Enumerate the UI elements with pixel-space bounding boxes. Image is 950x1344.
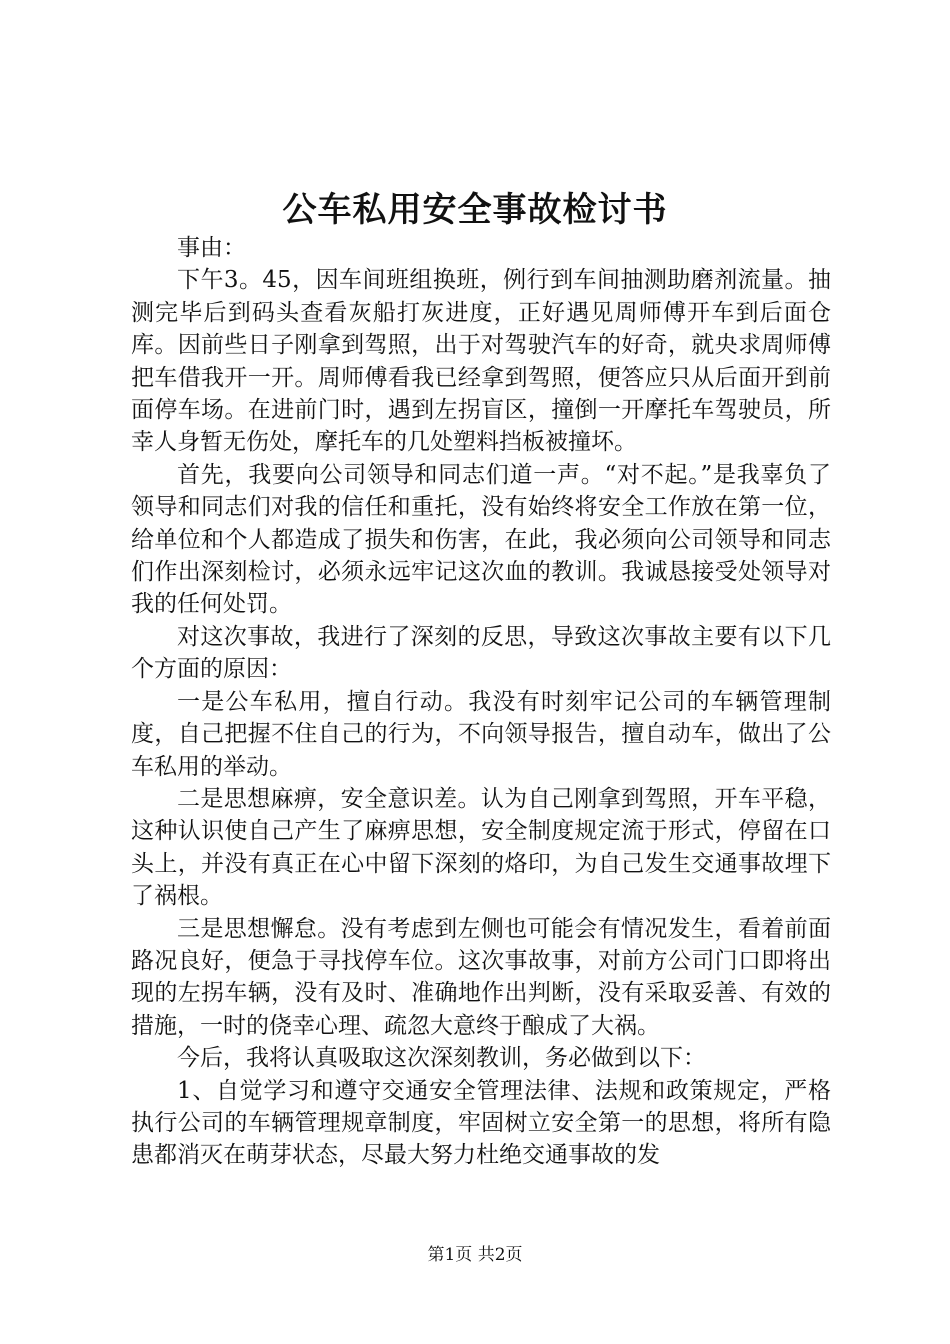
paragraph-commitment-one: 1、自觉学习和遵守交通安全管理法律、法规和政策规定，严格执行公司的车辆管理规章制度，牢固树立安全第一的思想，将所有隐患都消灭在萌芽状态，尽最大努力杜绝交通事故的发 [131, 1077, 831, 1169]
document-body [131, 232, 831, 1172]
paragraph-incident-description: 下午3。45，因车间班组换班，例行到车间抽测助磨剂流量。抽测完毕后到码头查看灰船打灰进度，正好遇见周师傅开车到后面仓库。因前些日子刚拿到驾照，出于对驾驶汽车的好奇，就央求周师傅把车借我开一开。周师傅看我已经拿到驾照，便答应只从后面开到前面停车场。在进前门时，遇到左拐盲区，撞倒一开摩托车驾驶员，所幸人身暂无伤处，摩托车的几处塑料挡板被撞坏。 [131, 267, 831, 456]
paragraph-cause-three: 三是思想懈怠。没有考虑到左侧也可能会有情况发生，看着前面路况良好，便急于寻找停车位。这次事故事，对前方公司门口即将出现的左拐车辆，没有及时、准确地作出判断，没有采取妥善、有效的措施，一时的侥幸心理、疏忽大意终于酿成了大祸。 [131, 915, 831, 1039]
paragraph-cause-one: 一是公车私用，擅自行动。我没有时刻牢记公司的车辆管理制度，自己把握不住自己的行为，不向领导报告，擅自动车，做出了公车私用的举动。 [131, 688, 831, 780]
paragraph-cause-two: 二是思想麻痹，安全意识差。认为自己刚拿到驾照，开车平稳，这种认识使自己产生了麻痹思想，安全制度规定流于形式，停留在口头上，并没有真正在心中留下深刻的烙印，为自己发生交通事故埋下了祸根。 [131, 785, 831, 910]
paragraph-reflection-intro: 对这次事故，我进行了深刻的反思，导致这次事故主要有以下几个方面的原因： [131, 623, 831, 683]
paragraph-reason-heading: 事由： [177, 235, 246, 261]
paragraph-apology: 首先，我要向公司领导和同志们道一声。“对不起。”是我辜负了领导和同志们对我的信任和重托，没有始终将安全工作放在第一位，给单位和个人都造成了损失和伤害，在此，我必须向公司领导和同志们作出深刻检讨，必须永远牢记这次血的教训。我诚恳接受处领导对我的任何处罚。 [131, 461, 831, 618]
paragraph-future-intro: 今后，我将认真吸取这次深刻教训，务必做到以下： [177, 1045, 706, 1072]
page-number-footer: 第1页 共2页 [427, 1245, 523, 1265]
document-title: 公车私用安全事故检讨书 [282, 190, 668, 230]
